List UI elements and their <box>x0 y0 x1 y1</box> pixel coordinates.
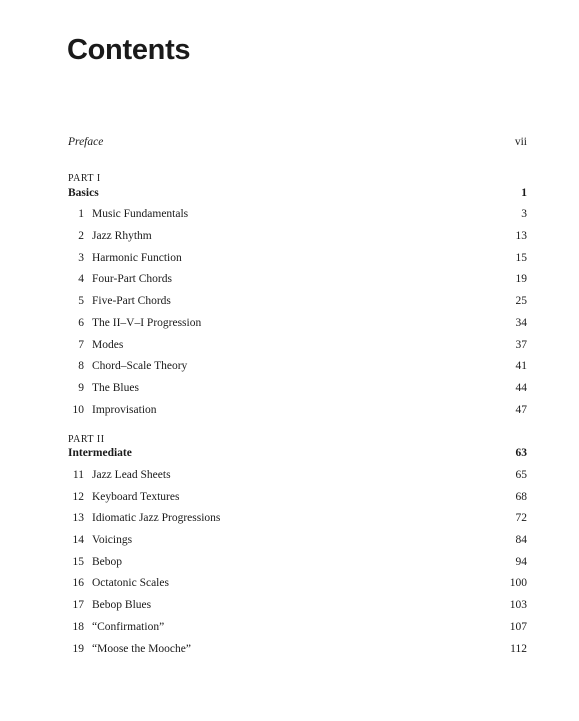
chapter-page: 94 <box>515 556 527 568</box>
toc-chapter-row <box>68 617 527 637</box>
part-label: PART II <box>68 434 105 445</box>
chapter-title: Chord–Scale Theory <box>92 360 188 372</box>
chapter-title: The II–V–I Progression <box>92 317 202 329</box>
chapter-title: “Moose the Mooche” <box>92 643 191 655</box>
chapter-page: 84 <box>515 534 527 546</box>
toc-chapter-row <box>68 226 527 246</box>
toc-chapter-row <box>68 465 527 485</box>
chapter-number: 6 <box>78 317 84 329</box>
toc-chapter-row <box>68 400 527 420</box>
toc-chapter-row <box>68 335 527 355</box>
chapter-page: 41 <box>515 360 527 372</box>
chapter-page: 100 <box>509 577 527 589</box>
chapter-title: Keyboard Textures <box>92 491 180 503</box>
part-title: Basics <box>68 187 99 199</box>
chapter-number: 3 <box>78 252 84 264</box>
chapter-page: 25 <box>515 295 527 307</box>
chapter-page: 65 <box>515 469 527 481</box>
chapter-page: 107 <box>509 621 527 633</box>
chapter-page: 103 <box>509 599 527 611</box>
toc-chapter-row <box>68 552 527 572</box>
toc-chapter-row <box>68 204 527 224</box>
chapter-page: 72 <box>515 512 527 524</box>
chapter-number: 2 <box>78 230 84 242</box>
chapter-title: Improvisation <box>92 404 157 416</box>
chapter-title: Bebop <box>92 556 123 568</box>
chapter-page: 34 <box>515 317 527 329</box>
toc-chapter-row <box>68 291 527 311</box>
part-label: PART I <box>68 173 101 184</box>
chapter-number: 14 <box>72 534 84 546</box>
toc-chapter-row <box>68 595 527 615</box>
part-title-row <box>68 183 527 203</box>
chapter-title: Jazz Lead Sheets <box>92 469 171 481</box>
chapter-title: Four-Part Chords <box>92 273 172 285</box>
chapter-number: 10 <box>72 404 84 416</box>
chapter-number: 11 <box>72 469 84 481</box>
page-title: Contents <box>67 34 191 66</box>
chapter-page: 47 <box>515 404 527 416</box>
chapter-number: 5 <box>78 295 84 307</box>
chapter-title: Modes <box>92 339 124 351</box>
toc-chapter-row <box>68 573 527 593</box>
part-page: 1 <box>521 187 527 199</box>
part-page: 63 <box>515 447 527 459</box>
chapter-number: 16 <box>72 577 84 589</box>
chapter-title: Voicings <box>92 534 133 546</box>
chapter-page: 3 <box>521 208 527 220</box>
chapter-title: Jazz Rhythm <box>92 230 152 242</box>
chapter-number: 8 <box>78 360 84 372</box>
chapter-page: 68 <box>515 491 527 503</box>
chapter-title: Idiomatic Jazz Progressions <box>92 512 221 524</box>
chapter-title: The Blues <box>92 382 139 394</box>
chapter-page: 112 <box>510 643 527 655</box>
toc-chapter-row <box>68 530 527 550</box>
toc-chapter-row <box>68 378 527 398</box>
toc-entry-page: vii <box>514 136 527 148</box>
part-title: Intermediate <box>68 447 132 459</box>
chapter-number: 4 <box>78 273 84 285</box>
chapter-number: 9 <box>78 382 84 394</box>
chapter-page: 44 <box>515 382 527 394</box>
chapter-title: Five-Part Chords <box>92 295 171 307</box>
chapter-title: Bebop Blues <box>92 599 152 611</box>
chapter-title: Harmonic Function <box>92 252 182 264</box>
chapter-number: 12 <box>72 491 84 503</box>
chapter-number: 1 <box>78 208 84 220</box>
chapter-page: 13 <box>515 230 527 242</box>
toc-chapter-row <box>68 639 527 659</box>
toc-chapter-row <box>68 269 527 289</box>
chapter-number: 7 <box>78 339 84 351</box>
part-title-row <box>68 443 527 463</box>
toc-chapter-row <box>68 508 527 528</box>
toc-chapter-row <box>68 356 527 376</box>
toc-entry-preface <box>68 132 527 152</box>
chapter-title: Octatonic Scales <box>92 577 169 589</box>
toc-entry-title: Preface <box>68 136 104 148</box>
chapter-page: 37 <box>515 339 527 351</box>
toc-chapter-row <box>68 248 527 268</box>
toc-chapter-row <box>68 487 527 507</box>
chapter-number: 13 <box>72 512 84 524</box>
chapter-title: “Confirmation” <box>92 621 165 633</box>
chapter-number: 18 <box>72 621 84 633</box>
chapter-page: 19 <box>515 273 527 285</box>
chapter-page: 15 <box>515 252 527 264</box>
toc-chapter-row <box>68 313 527 333</box>
chapter-number: 15 <box>72 556 84 568</box>
chapter-number: 17 <box>72 599 84 611</box>
chapter-number: 19 <box>72 643 84 655</box>
chapter-title: Music Fundamentals <box>92 208 189 220</box>
